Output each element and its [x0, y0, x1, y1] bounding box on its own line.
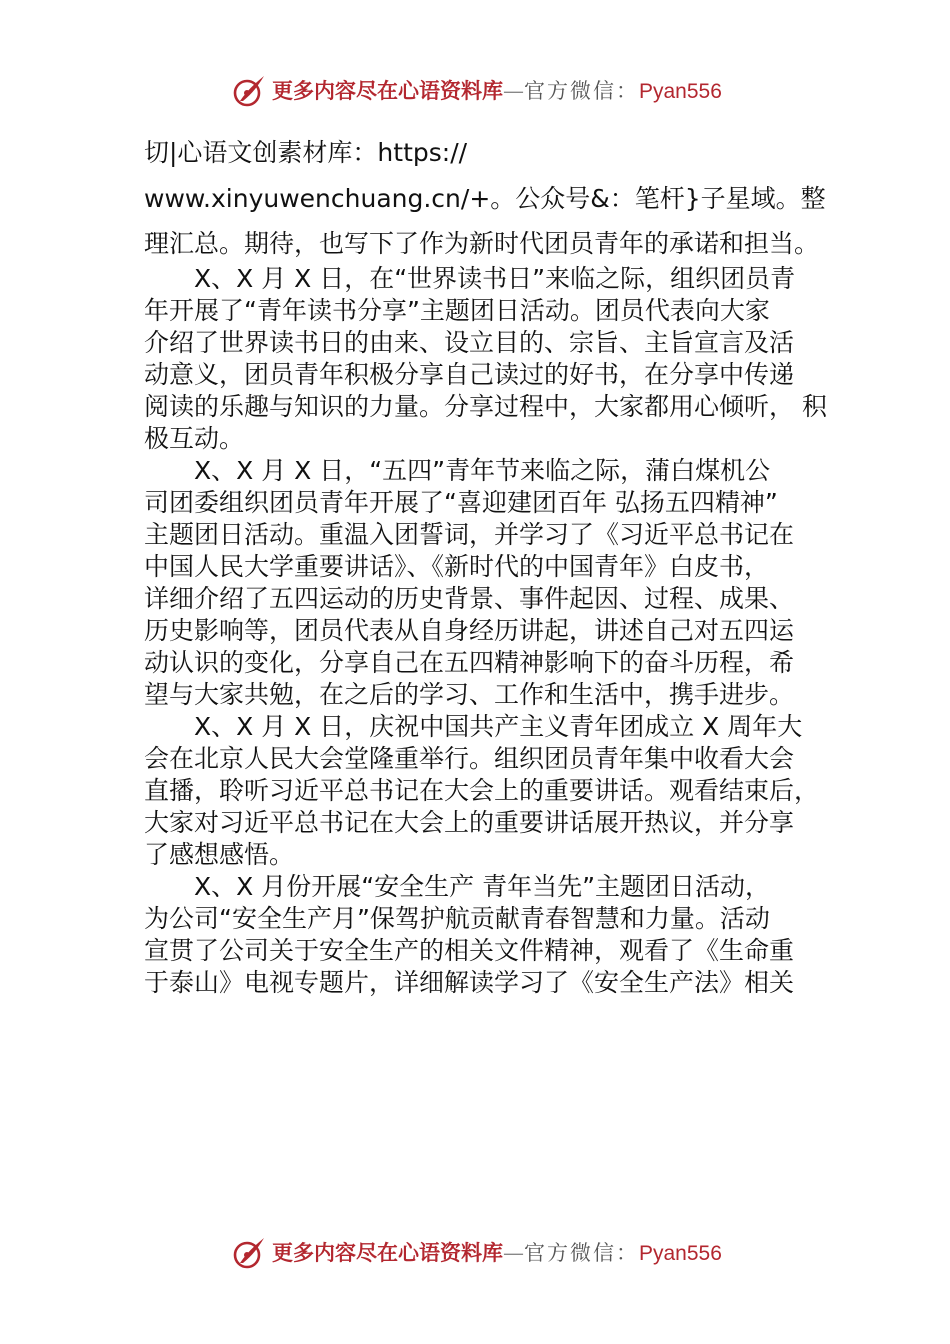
paragraph-line: 介绍了世界读书日的由来、设立目的、宗旨、主旨宣言及活: [144, 328, 795, 357]
intro-line: www.xinyuwenchuang.cn/+。公众号&：笔杆}子星域。整: [144, 184, 826, 213]
paragraph-line: 中国人民大学重要讲话》、《新时代的中国青年》白皮书，: [144, 552, 770, 581]
watermark-wechat-id: Pyan556: [639, 1242, 722, 1265]
paragraph-line: 于泰山》电视专题片，详细解读学习了《安全生产法》相关: [144, 968, 795, 997]
watermark-brand: 更多内容尽在心语资料库: [272, 78, 503, 103]
watermark-label: 官方微信：: [524, 79, 639, 103]
quill-logo-icon: [232, 74, 266, 108]
footer-watermark-banner: [0, 1234, 950, 1274]
paragraph-line: 会在北京人民大会堂隆重举行。组织团员青年集中收看大会: [144, 744, 795, 773]
paragraph-line: 司团委组织团员青年开展了“喜迎建团百年 弘扬五四精神”: [144, 488, 778, 517]
watermark-dash: —: [503, 79, 524, 103]
paragraph-line: 为公司“安全生产月”保驾护航贡献青春智慧和力量。活动: [144, 904, 770, 933]
quill-logo-icon: [232, 1236, 266, 1270]
paragraph-line: 了感想感悟。: [144, 840, 295, 869]
paragraph-line: 历史影响等，团员代表从自身经历讲起，讲述自己对五四运: [144, 616, 795, 645]
paragraph-line: 直播，聆听习近平总书记在大会上的重要讲话。观看结束后，: [144, 776, 820, 805]
intro-line: 理汇总。期待，也写下了作为新时代团员青年的承诺和担当。: [144, 229, 820, 258]
paragraph-line: 主题团日活动。重温入团誓词，并学习了《习近平总书记在: [144, 520, 795, 549]
header-watermark-banner: [0, 72, 950, 112]
paragraph-line: 动意义，团员青年积极分享自己读过的好书，在分享中传递: [144, 360, 795, 389]
paragraph-line: 年开展了“青年读书分享”主题团日活动。团员代表向大家: [144, 296, 770, 325]
paragraph-line: X、X 月 X 日，“五四”青年节来临之际，蒲白煤机公: [144, 456, 771, 485]
paragraph-line: 极互动。: [144, 424, 245, 453]
paragraph-line: 大家对习近平总书记在大会上的重要讲话展开热议，并分享: [144, 808, 795, 837]
paragraph-line: X、X 月 X 日，庆祝中国共产主义青年团成立 X 周年大: [144, 712, 803, 741]
watermark-brand: 更多内容尽在心语资料库: [272, 1240, 503, 1265]
paragraph-line: X、X 月份开展“安全生产 青年当先”主题团日活动，: [144, 872, 771, 901]
watermark-text: [272, 78, 722, 105]
watermark-wechat-id: Pyan556: [639, 80, 722, 103]
paragraph-line: X、X 月 X 日，在“世界读书日”来临之际，组织团员青: [144, 264, 796, 293]
paragraph-line: 动认识的变化，分享自己在五四精神影响下的奋斗历程，希: [144, 648, 795, 677]
paragraph-line: 阅读的乐趣与知识的力量。分享过程中，大家都用心倾听， 积: [144, 392, 827, 421]
watermark-label: 官方微信：: [524, 1241, 639, 1265]
paragraph-line: 宣贯了公司关于安全生产的相关文件精神，观看了《生命重: [144, 936, 795, 965]
paragraph-line: 详细介绍了五四运动的历史背景、事件起因、过程、成果、: [144, 584, 795, 613]
intro-line: 切|心语文创素材库：https://: [144, 138, 468, 167]
watermark-text: [272, 1240, 722, 1267]
paragraph-line: 望与大家共勉，在之后的学习、工作和生活中，携手进步。: [144, 680, 795, 709]
watermark-dash: —: [503, 1241, 524, 1265]
